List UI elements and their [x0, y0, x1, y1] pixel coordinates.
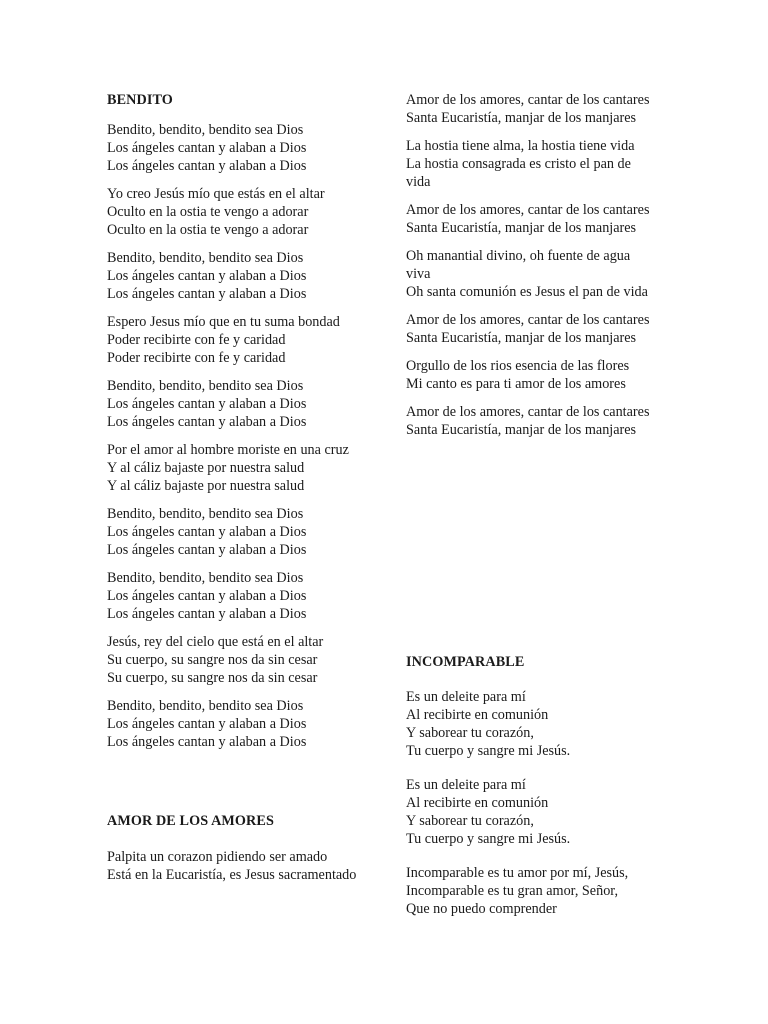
lyric-line: Tu cuerpo y sangre mi Jesús. — [406, 743, 571, 759]
lyric-line: Bendito, bendito, bendito sea Dios — [107, 378, 304, 394]
incomparable-lyrics — [406, 688, 658, 934]
lyric-line: Tu cuerpo y sangre mi Jesús. — [406, 831, 571, 847]
lyric-line: Los ángeles cantan y alaban a Dios — [107, 286, 307, 302]
stanza — [107, 697, 369, 751]
song-title-incomparable: INCOMPARABLE — [406, 654, 525, 670]
lyric-line: Y al cáliz bajaste por nuestra salud — [107, 478, 305, 494]
lyric-line: Mi canto es para ti amor de los amores — [406, 376, 626, 392]
stanza — [107, 633, 369, 687]
lyric-line: Y saborear tu corazón, — [406, 725, 534, 741]
lyric-line: Es un deleite para mí — [406, 777, 526, 793]
lyric-line: Bendito, bendito, bendito sea Dios — [107, 698, 304, 714]
lyric-line: Poder recibirte con fe y caridad — [107, 332, 286, 348]
lyric-line: Su cuerpo, su sangre nos da sin cesar — [107, 670, 318, 686]
lyric-line: Oh santa comunión es Jesus el pan de vida — [406, 284, 648, 300]
lyric-line: Al recibirte en comunión — [406, 795, 549, 811]
stanza — [406, 91, 658, 127]
lyric-line: Bendito, bendito, bendito sea Dios — [107, 506, 304, 522]
lyric-line: Bendito, bendito, bendito sea Dios — [107, 250, 304, 266]
stanza — [406, 357, 658, 393]
lyric-line: Santa Eucaristía, manjar de los manjares — [406, 330, 637, 346]
lyric-line: Los ángeles cantan y alaban a Dios — [107, 542, 307, 558]
stanza — [406, 776, 658, 848]
lyric-line: Espero Jesus mío que en tu suma bondad — [107, 314, 340, 330]
lyric-line: Está en la Eucaristía, es Jesus sacramentado — [107, 867, 357, 883]
lyric-line: Jesús, rey del cielo que está en el altar — [107, 634, 324, 650]
lyric-line: Los ángeles cantan y alaban a Dios — [107, 396, 307, 412]
lyric-line: Amor de los amores, cantar de los cantares — [406, 92, 650, 108]
lyric-line: Amor de los amores, cantar de los cantares — [406, 202, 650, 218]
stanza — [107, 249, 369, 303]
lyric-line: Al recibirte en comunión — [406, 707, 549, 723]
lyric-line: Oh manantial divino, oh fuente de agua viva — [406, 248, 631, 282]
lyric-line: Los ángeles cantan y alaban a Dios — [107, 414, 307, 430]
stanza — [406, 137, 658, 191]
lyric-line: Los ángeles cantan y alaban a Dios — [107, 140, 307, 156]
lyric-line: Los ángeles cantan y alaban a Dios — [107, 716, 307, 732]
lyric-line: Oculto en la ostia te vengo a adorar — [107, 222, 309, 238]
lyric-line: Por el amor al hombre moriste en una cruz — [107, 442, 349, 458]
lyric-line: Yo creo Jesús mío que estás en el altar — [107, 186, 325, 202]
bendito-lyrics — [107, 121, 369, 761]
lyric-line: Y saborear tu corazón, — [406, 813, 534, 829]
lyric-line: Bendito, bendito, bendito sea Dios — [107, 122, 304, 138]
lyric-line: Oculto en la ostia te vengo a adorar — [107, 204, 309, 220]
lyric-line: Los ángeles cantan y alaban a Dios — [107, 158, 307, 174]
stanza — [107, 505, 369, 559]
lyric-line: La hostia tiene alma, la hostia tiene vida — [406, 138, 635, 154]
stanza — [406, 864, 658, 918]
lyric-line: Santa Eucaristía, manjar de los manjares — [406, 422, 637, 438]
lyric-line: Amor de los amores, cantar de los cantares — [406, 404, 650, 420]
lyric-line: Los ángeles cantan y alaban a Dios — [107, 734, 307, 750]
song-title-amor-de-los-amores: AMOR DE LOS AMORES — [107, 813, 274, 829]
lyric-line: Incomparable es tu amor por mí, Jesús, — [406, 865, 629, 881]
amor-intro-lyrics — [107, 848, 369, 884]
lyric-line: Los ángeles cantan y alaban a Dios — [107, 588, 307, 604]
lyric-line: Los ángeles cantan y alaban a Dios — [107, 524, 307, 540]
stanza — [406, 688, 658, 760]
lyric-line: Los ángeles cantan y alaban a Dios — [107, 606, 307, 622]
lyric-line: Incomparable es tu gran amor, Señor, — [406, 883, 618, 899]
stanza — [406, 403, 658, 439]
lyric-line: Los ángeles cantan y alaban a Dios — [107, 268, 307, 284]
lyric-line: Orgullo de los rios esencia de las flores — [406, 358, 630, 374]
stanza — [107, 121, 369, 175]
stanza — [107, 848, 369, 884]
stanza — [107, 569, 369, 623]
stanza — [107, 441, 369, 495]
lyric-line: Y al cáliz bajaste por nuestra salud — [107, 460, 305, 476]
stanza — [107, 313, 369, 367]
amor-continued-lyrics — [406, 91, 658, 449]
lyric-line: Es un deleite para mí — [406, 689, 526, 705]
lyric-line: Palpita un corazon pidiendo ser amado — [107, 849, 328, 865]
lyric-line: Santa Eucaristía, manjar de los manjares — [406, 110, 637, 126]
stanza — [406, 311, 658, 347]
lyric-line: La hostia consagrada es cristo el pan de vida — [406, 156, 631, 190]
stanza — [107, 185, 369, 239]
stanza — [107, 377, 369, 431]
lyric-line: Poder recibirte con fe y caridad — [107, 350, 286, 366]
song-title-bendito: BENDITO — [107, 92, 173, 108]
lyric-line: Bendito, bendito, bendito sea Dios — [107, 570, 304, 586]
stanza — [406, 247, 658, 301]
lyric-line: Santa Eucaristía, manjar de los manjares — [406, 220, 637, 236]
lyric-line: Su cuerpo, su sangre nos da sin cesar — [107, 652, 318, 668]
lyric-line: Que no puedo comprender — [406, 901, 557, 917]
lyric-line: Amor de los amores, cantar de los cantares — [406, 312, 650, 328]
stanza — [406, 201, 658, 237]
